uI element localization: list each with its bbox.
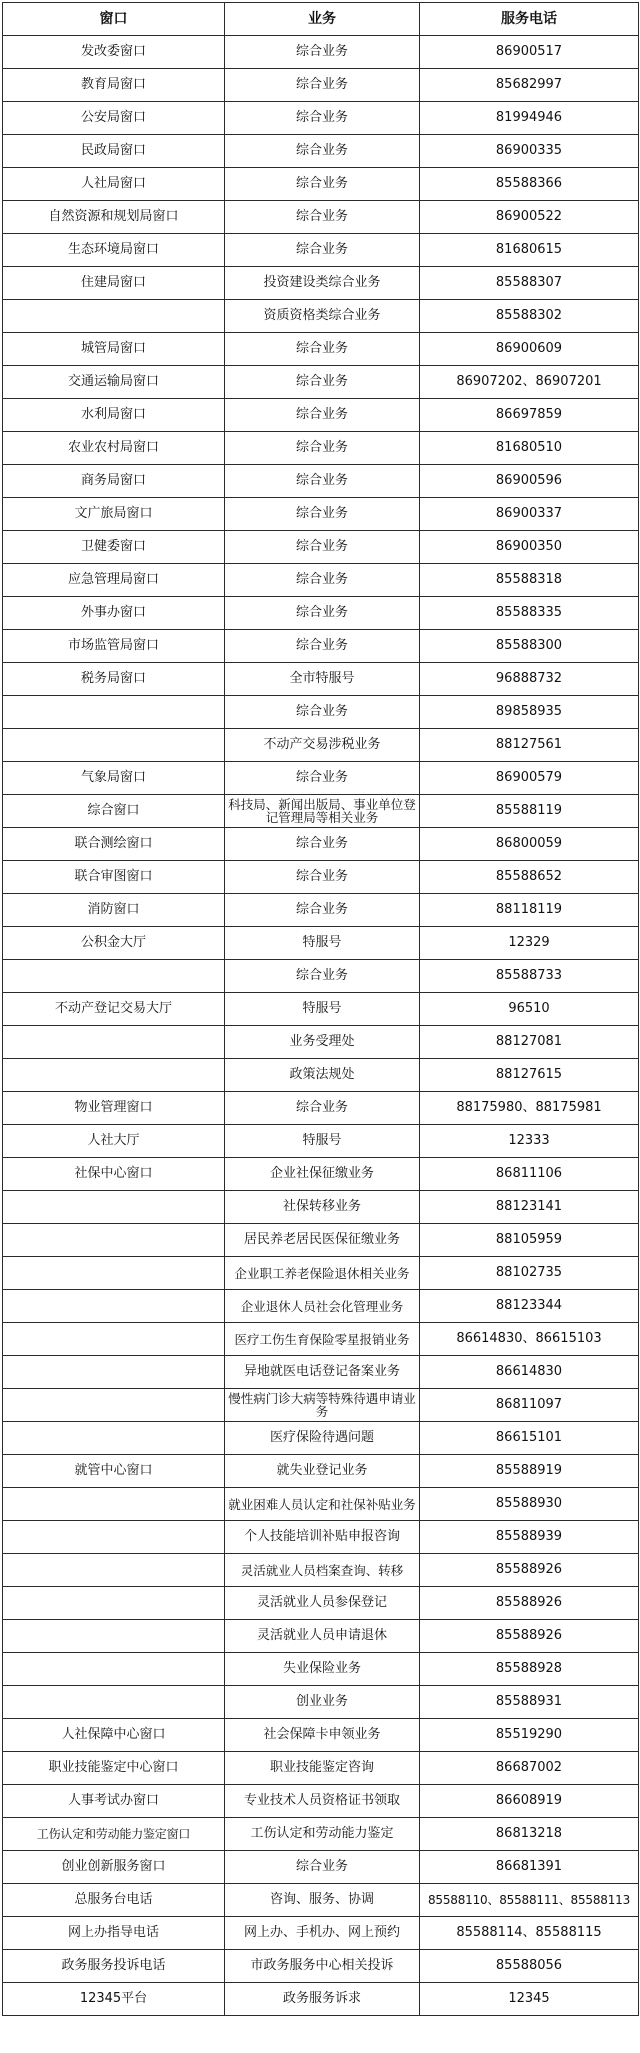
cell-business: 职业技能鉴定咨询 [225, 1752, 420, 1785]
table-header [3, 3, 639, 36]
table-row [3, 1488, 639, 1521]
cell-phone: 88102735 [420, 1257, 639, 1290]
table-row [3, 597, 639, 630]
table-row [3, 1422, 639, 1455]
table-row [3, 894, 639, 927]
cell-window: 公安局窗口 [3, 102, 225, 135]
cell-business: 创业业务 [225, 1686, 420, 1719]
cell-window [3, 1290, 225, 1323]
cell-window: 气象局窗口 [3, 762, 225, 795]
table-row [3, 1191, 639, 1224]
header-business: 业务 [225, 3, 420, 36]
cell-phone: 85588926 [420, 1554, 639, 1587]
cell-window: 应急管理局窗口 [3, 564, 225, 597]
table-row [3, 465, 639, 498]
table-row [3, 1125, 639, 1158]
table-row [3, 1389, 639, 1422]
header-phone: 服务电话 [420, 3, 639, 36]
cell-window: 社保中心窗口 [3, 1158, 225, 1191]
table-row [3, 1587, 639, 1620]
table-row [3, 102, 639, 135]
table-row [3, 1026, 639, 1059]
table-row [3, 234, 639, 267]
cell-business: 综合业务 [225, 630, 420, 663]
table-row [3, 1620, 639, 1653]
cell-window: 消防窗口 [3, 894, 225, 927]
cell-window: 12345平台 [3, 1983, 225, 2016]
table-row [3, 201, 639, 234]
cell-phone: 85682997 [420, 69, 639, 102]
cell-window: 卫健委窗口 [3, 531, 225, 564]
cell-window [3, 696, 225, 729]
cell-business: 市政务服务中心相关投诉 [225, 1950, 420, 1983]
cell-window: 农业农村局窗口 [3, 432, 225, 465]
table-row [3, 1686, 639, 1719]
cell-business: 个人技能培训补贴申报咨询 [225, 1521, 420, 1554]
cell-window [3, 1422, 225, 1455]
table-row [3, 1752, 639, 1785]
table-row [3, 1983, 639, 2016]
cell-phone: 86900350 [420, 531, 639, 564]
cell-window: 市场监管局窗口 [3, 630, 225, 663]
cell-window [3, 1587, 225, 1620]
cell-window: 住建局窗口 [3, 267, 225, 300]
cell-phone: 86900522 [420, 201, 639, 234]
table-row [3, 828, 639, 861]
cell-business: 灵活就业人员参保登记 [225, 1587, 420, 1620]
cell-window: 文广旅局窗口 [3, 498, 225, 531]
table-row [3, 69, 639, 102]
cell-window: 人社大厅 [3, 1125, 225, 1158]
cell-phone: 85588110、85588111、85588113 [420, 1884, 639, 1917]
table-row [3, 1917, 639, 1950]
cell-phone: 12329 [420, 927, 639, 960]
table-row [3, 1257, 639, 1290]
cell-business: 企业社保征缴业务 [225, 1158, 420, 1191]
table-body [3, 36, 639, 2016]
cell-phone: 96510 [420, 993, 639, 1026]
cell-window: 城管局窗口 [3, 333, 225, 366]
cell-business: 综合业务 [225, 861, 420, 894]
cell-window: 工伤认定和劳动能力鉴定窗口 [3, 1818, 225, 1851]
cell-window [3, 1026, 225, 1059]
table-row [3, 630, 639, 663]
cell-business: 业务受理处 [225, 1026, 420, 1059]
cell-phone: 85588926 [420, 1587, 639, 1620]
cell-phone: 86811097 [420, 1389, 639, 1422]
cell-window [3, 1257, 225, 1290]
table-row [3, 1818, 639, 1851]
cell-business: 综合业务 [225, 432, 420, 465]
cell-business: 医疗工伤生育保险零星报销业务 [225, 1323, 420, 1356]
cell-phone: 85588302 [420, 300, 639, 333]
table-row [3, 1554, 639, 1587]
cell-window: 商务局窗口 [3, 465, 225, 498]
cell-business: 综合业务 [225, 168, 420, 201]
cell-phone: 89858935 [420, 696, 639, 729]
cell-phone: 85588318 [420, 564, 639, 597]
cell-window [3, 1356, 225, 1389]
cell-business: 社会保障卡申领业务 [225, 1719, 420, 1752]
cell-window: 政务服务投诉电话 [3, 1950, 225, 1983]
cell-business: 综合业务 [225, 102, 420, 135]
cell-phone: 86900579 [420, 762, 639, 795]
cell-business: 慢性病门诊大病等特殊待遇申请业务 [225, 1389, 420, 1422]
cell-business: 工伤认定和劳动能力鉴定 [225, 1818, 420, 1851]
cell-window [3, 1686, 225, 1719]
cell-business: 综合业务 [225, 762, 420, 795]
cell-business: 全市特服号 [225, 663, 420, 696]
cell-phone: 88127081 [420, 1026, 639, 1059]
cell-phone: 88127561 [420, 729, 639, 762]
cell-window: 物业管理窗口 [3, 1092, 225, 1125]
cell-business: 网上办、手机办、网上预约 [225, 1917, 420, 1950]
cell-business: 资质资格类综合业务 [225, 300, 420, 333]
table-row [3, 762, 639, 795]
cell-phone: 86900609 [420, 333, 639, 366]
table-row [3, 927, 639, 960]
table-row [3, 1521, 639, 1554]
cell-business: 企业职工养老保险退休相关业务 [225, 1257, 420, 1290]
cell-business: 居民养老居民医保征缴业务 [225, 1224, 420, 1257]
cell-window: 人社保障中心窗口 [3, 1719, 225, 1752]
cell-window: 网上办指导电话 [3, 1917, 225, 1950]
cell-phone: 85519290 [420, 1719, 639, 1752]
cell-business: 综合业务 [225, 1851, 420, 1884]
table-row [3, 795, 639, 828]
cell-business: 综合业务 [225, 828, 420, 861]
cell-window: 交通运输局窗口 [3, 366, 225, 399]
cell-phone: 12345 [420, 1983, 639, 2016]
cell-business: 综合业务 [225, 531, 420, 564]
table-row [3, 1290, 639, 1323]
table-row [3, 399, 639, 432]
table-row [3, 1455, 639, 1488]
table-row [3, 1653, 639, 1686]
cell-window [3, 960, 225, 993]
cell-window: 联合审图窗口 [3, 861, 225, 894]
cell-business: 综合业务 [225, 1092, 420, 1125]
cell-window: 创业创新服务窗口 [3, 1851, 225, 1884]
cell-business: 社保转移业务 [225, 1191, 420, 1224]
cell-phone: 86907202、86907201 [420, 366, 639, 399]
cell-phone: 88123141 [420, 1191, 639, 1224]
cell-phone: 85588928 [420, 1653, 639, 1686]
cell-phone: 88105959 [420, 1224, 639, 1257]
table-row [3, 1323, 639, 1356]
service-phone-table [2, 2, 639, 2016]
cell-window: 水利局窗口 [3, 399, 225, 432]
cell-window [3, 1554, 225, 1587]
cell-window: 生态环境局窗口 [3, 234, 225, 267]
cell-phone: 88127615 [420, 1059, 639, 1092]
cell-business: 灵活就业人员申请退休 [225, 1620, 420, 1653]
cell-phone: 81680510 [420, 432, 639, 465]
cell-phone: 85588919 [420, 1455, 639, 1488]
cell-window [3, 1224, 225, 1257]
cell-window [3, 1389, 225, 1422]
cell-business: 综合业务 [225, 36, 420, 69]
cell-phone: 85588366 [420, 168, 639, 201]
cell-business: 综合业务 [225, 498, 420, 531]
cell-phone: 85588307 [420, 267, 639, 300]
cell-phone: 86813218 [420, 1818, 639, 1851]
cell-phone: 96888732 [420, 663, 639, 696]
header-row [3, 3, 639, 36]
cell-window: 职业技能鉴定中心窗口 [3, 1752, 225, 1785]
cell-business: 就业困难人员认定和社保补贴业务 [225, 1488, 420, 1521]
cell-window [3, 1323, 225, 1356]
cell-phone: 85588931 [420, 1686, 639, 1719]
table-row [3, 696, 639, 729]
table-row [3, 36, 639, 69]
cell-business: 异地就医电话登记备案业务 [225, 1356, 420, 1389]
cell-phone: 85588114、85588115 [420, 1917, 639, 1950]
cell-business: 企业退休人员社会化管理业务 [225, 1290, 420, 1323]
cell-business: 综合业务 [225, 894, 420, 927]
cell-business: 综合业务 [225, 201, 420, 234]
cell-window [3, 300, 225, 333]
cell-phone: 85588733 [420, 960, 639, 993]
header-window: 窗口 [3, 3, 225, 36]
cell-window: 公积金大厅 [3, 927, 225, 960]
table-row [3, 1059, 639, 1092]
table-row [3, 498, 639, 531]
cell-phone: 85588300 [420, 630, 639, 663]
cell-phone: 85588119 [420, 795, 639, 828]
cell-business: 投资建设类综合业务 [225, 267, 420, 300]
cell-business: 失业保险业务 [225, 1653, 420, 1686]
cell-phone: 85588930 [420, 1488, 639, 1521]
cell-phone: 88175980、88175981 [420, 1092, 639, 1125]
cell-business: 综合业务 [225, 69, 420, 102]
cell-business: 综合业务 [225, 597, 420, 630]
cell-phone: 86681391 [420, 1851, 639, 1884]
table-row [3, 432, 639, 465]
table-row [3, 300, 639, 333]
cell-phone: 86614830 [420, 1356, 639, 1389]
table-row [3, 267, 639, 300]
cell-phone: 86900335 [420, 135, 639, 168]
cell-business: 综合业务 [225, 465, 420, 498]
cell-phone: 85588056 [420, 1950, 639, 1983]
table-row [3, 135, 639, 168]
table-row [3, 729, 639, 762]
cell-business: 专业技术人员资格证书领取 [225, 1785, 420, 1818]
table-row [3, 861, 639, 894]
cell-window: 教育局窗口 [3, 69, 225, 102]
table-row [3, 333, 639, 366]
table-row [3, 531, 639, 564]
cell-phone: 86900337 [420, 498, 639, 531]
cell-window [3, 729, 225, 762]
cell-business: 特服号 [225, 927, 420, 960]
cell-business: 综合业务 [225, 960, 420, 993]
cell-window: 不动产登记交易大厅 [3, 993, 225, 1026]
cell-window: 发改委窗口 [3, 36, 225, 69]
cell-window: 总服务台电话 [3, 1884, 225, 1917]
cell-business: 就失业登记业务 [225, 1455, 420, 1488]
cell-business: 政务服务诉求 [225, 1983, 420, 2016]
cell-window [3, 1488, 225, 1521]
cell-window: 民政局窗口 [3, 135, 225, 168]
cell-business: 咨询、服务、协调 [225, 1884, 420, 1917]
cell-window: 自然资源和规划局窗口 [3, 201, 225, 234]
cell-window [3, 1653, 225, 1686]
cell-business: 综合业务 [225, 399, 420, 432]
cell-window: 人事考试办窗口 [3, 1785, 225, 1818]
cell-business: 政策法规处 [225, 1059, 420, 1092]
cell-business: 综合业务 [225, 366, 420, 399]
table-row [3, 993, 639, 1026]
cell-business: 医疗保险待遇问题 [225, 1422, 420, 1455]
cell-phone: 85588939 [420, 1521, 639, 1554]
cell-phone: 88118119 [420, 894, 639, 927]
table-row [3, 960, 639, 993]
cell-phone: 86614830、86615103 [420, 1323, 639, 1356]
cell-window: 就管中心窗口 [3, 1455, 225, 1488]
cell-business: 科技局、新闻出版局、事业单位登记管理局等相关业务 [225, 795, 420, 828]
cell-phone: 88123344 [420, 1290, 639, 1323]
cell-business: 灵活就业人员档案查询、转移 [225, 1554, 420, 1587]
cell-phone: 86900517 [420, 36, 639, 69]
cell-business: 综合业务 [225, 696, 420, 729]
cell-phone: 85588652 [420, 861, 639, 894]
cell-phone: 86800059 [420, 828, 639, 861]
cell-phone: 86697859 [420, 399, 639, 432]
cell-window [3, 1059, 225, 1092]
table-row [3, 1785, 639, 1818]
cell-phone: 81680615 [420, 234, 639, 267]
cell-phone: 85588926 [420, 1620, 639, 1653]
cell-business: 综合业务 [225, 234, 420, 267]
cell-window: 人社局窗口 [3, 168, 225, 201]
cell-phone: 85588335 [420, 597, 639, 630]
table-row [3, 1224, 639, 1257]
table-row [3, 564, 639, 597]
cell-phone: 86615101 [420, 1422, 639, 1455]
table-row [3, 1356, 639, 1389]
table-row [3, 366, 639, 399]
cell-phone: 86900596 [420, 465, 639, 498]
cell-window: 外事办窗口 [3, 597, 225, 630]
table-row [3, 1719, 639, 1752]
table-row [3, 1158, 639, 1191]
cell-window [3, 1191, 225, 1224]
cell-window: 综合窗口 [3, 795, 225, 828]
cell-phone: 81994946 [420, 102, 639, 135]
cell-business: 综合业务 [225, 564, 420, 597]
cell-business: 综合业务 [225, 135, 420, 168]
cell-business: 特服号 [225, 1125, 420, 1158]
cell-window [3, 1521, 225, 1554]
cell-phone: 86687002 [420, 1752, 639, 1785]
table-row [3, 1950, 639, 1983]
cell-phone: 86811106 [420, 1158, 639, 1191]
table-row [3, 1884, 639, 1917]
table-row [3, 1092, 639, 1125]
table-row [3, 1851, 639, 1884]
cell-business: 不动产交易涉税业务 [225, 729, 420, 762]
cell-business: 综合业务 [225, 333, 420, 366]
cell-window: 联合测绘窗口 [3, 828, 225, 861]
table-row [3, 168, 639, 201]
cell-phone: 86608919 [420, 1785, 639, 1818]
cell-window: 税务局窗口 [3, 663, 225, 696]
cell-phone: 12333 [420, 1125, 639, 1158]
cell-business: 特服号 [225, 993, 420, 1026]
table-row [3, 663, 639, 696]
cell-window [3, 1620, 225, 1653]
